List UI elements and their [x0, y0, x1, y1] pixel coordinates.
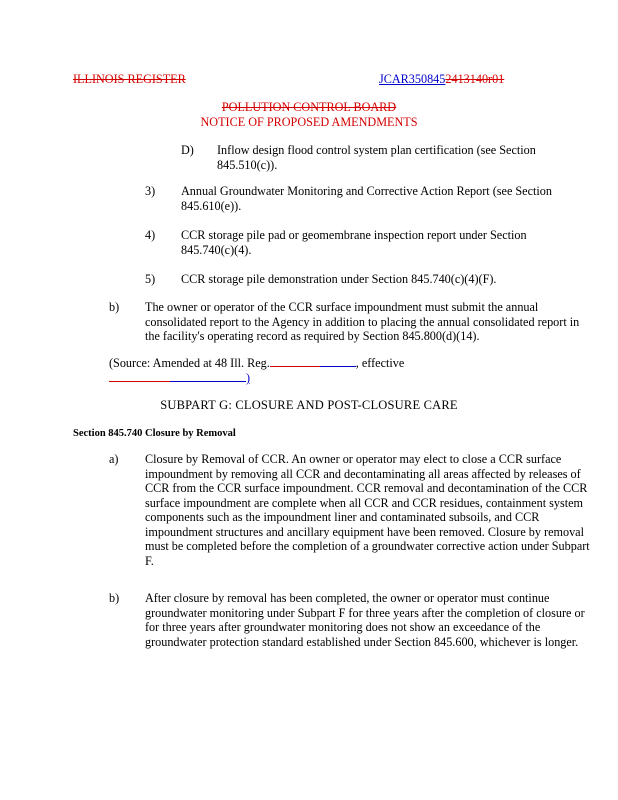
- jcar-code-main: JCAR350845: [379, 72, 446, 86]
- source-closing: ): [246, 370, 251, 385]
- subpart-title-b: -: [357, 398, 362, 412]
- section-a-text: Closure by Removal of CCR. An owner or operator may elect to close a CCR surface impoundment by removing all CCR and decontaminating all areas affected by releases of CCR from the CCR surface impoundment. CCR removal and decontamination of the CCR surface impoundment are complete when all CCR and CCR residues, containment system components such as the impoundment liner and contaminated subsoils, and CCR impoundment structures and ancillary equipment have been removed. Closure by removal must be completed before the completion of a groundwater corrective action under Subpart F.: [145, 452, 590, 568]
- source-note: [109, 356, 589, 385]
- section-a-label: a): [109, 452, 119, 466]
- source-middle: , effective: [355, 356, 405, 370]
- item-4-text: [181, 228, 581, 257]
- item-5-text: CCR storage pile demonstration under Section 845.740(c)(4)(F).: [181, 272, 497, 286]
- item-b-text: The owner or operator of the CCR surface impoundment must submit the annual consolidated report to the Agency in addition to placing the annual consolidated report in the facility's operating record as required by Section 845.800(d)(14).: [145, 300, 580, 343]
- jcar-code: [379, 72, 504, 87]
- notice-heading: NOTICE OF PROPOSED AMENDMENTS: [200, 115, 418, 129]
- section-b-text: After closure by removal has been completed, the owner or operator must continue groundwater monitoring under Subpart F for three years after the completion of closure or for three years after groundwater monitoring does not show an exceedance of the groundwater protection standard established under Section 845.600, whichever is longer.: [145, 591, 585, 649]
- board-heading: POLLUTION CONTROL BOARD: [221, 100, 397, 114]
- subpart-heading: [0, 398, 618, 413]
- source-blank-inserted-1: [320, 356, 356, 367]
- register-title: ILLINOIS REGISTER: [73, 72, 186, 86]
- section-b-label: b): [109, 591, 120, 605]
- source-blank-inserted-2: [170, 371, 246, 382]
- item-3-text: Annual Groundwater Monitoring and Corrective Action Report (see Section 845.610(e)).: [181, 184, 552, 213]
- jcar-code-suffix: 2413140r01: [445, 72, 505, 86]
- item-4-text-b: under: [459, 228, 487, 242]
- item-5-label: 5): [145, 272, 156, 286]
- section-title: Section 845.740 Closure by Removal: [73, 428, 236, 439]
- item-d-label: D): [181, 143, 194, 157]
- subpart-title-a: SUBPART G: CLOSURE AND POST: [160, 398, 358, 412]
- item-d-text: Inflow design flood control system plan certification (see Section 845.510(c)).: [217, 143, 536, 172]
- source-blank-deleted-2: [109, 371, 170, 382]
- item-4-label: 4): [145, 228, 156, 242]
- item-4-text-c: Section 845.740(c)(4).: [181, 228, 527, 257]
- item-4-text-a: CCR storage pile pad or geomembrane inspection report: [181, 228, 457, 242]
- source-prefix: (Source: Amended at 48 Ill. Reg.: [109, 356, 270, 370]
- subpart-title-c: CLOSURE CARE: [361, 398, 458, 412]
- item-b-label: b): [109, 300, 120, 314]
- source-blank-deleted-1: [270, 356, 320, 367]
- item-3-label: 3): [145, 184, 156, 198]
